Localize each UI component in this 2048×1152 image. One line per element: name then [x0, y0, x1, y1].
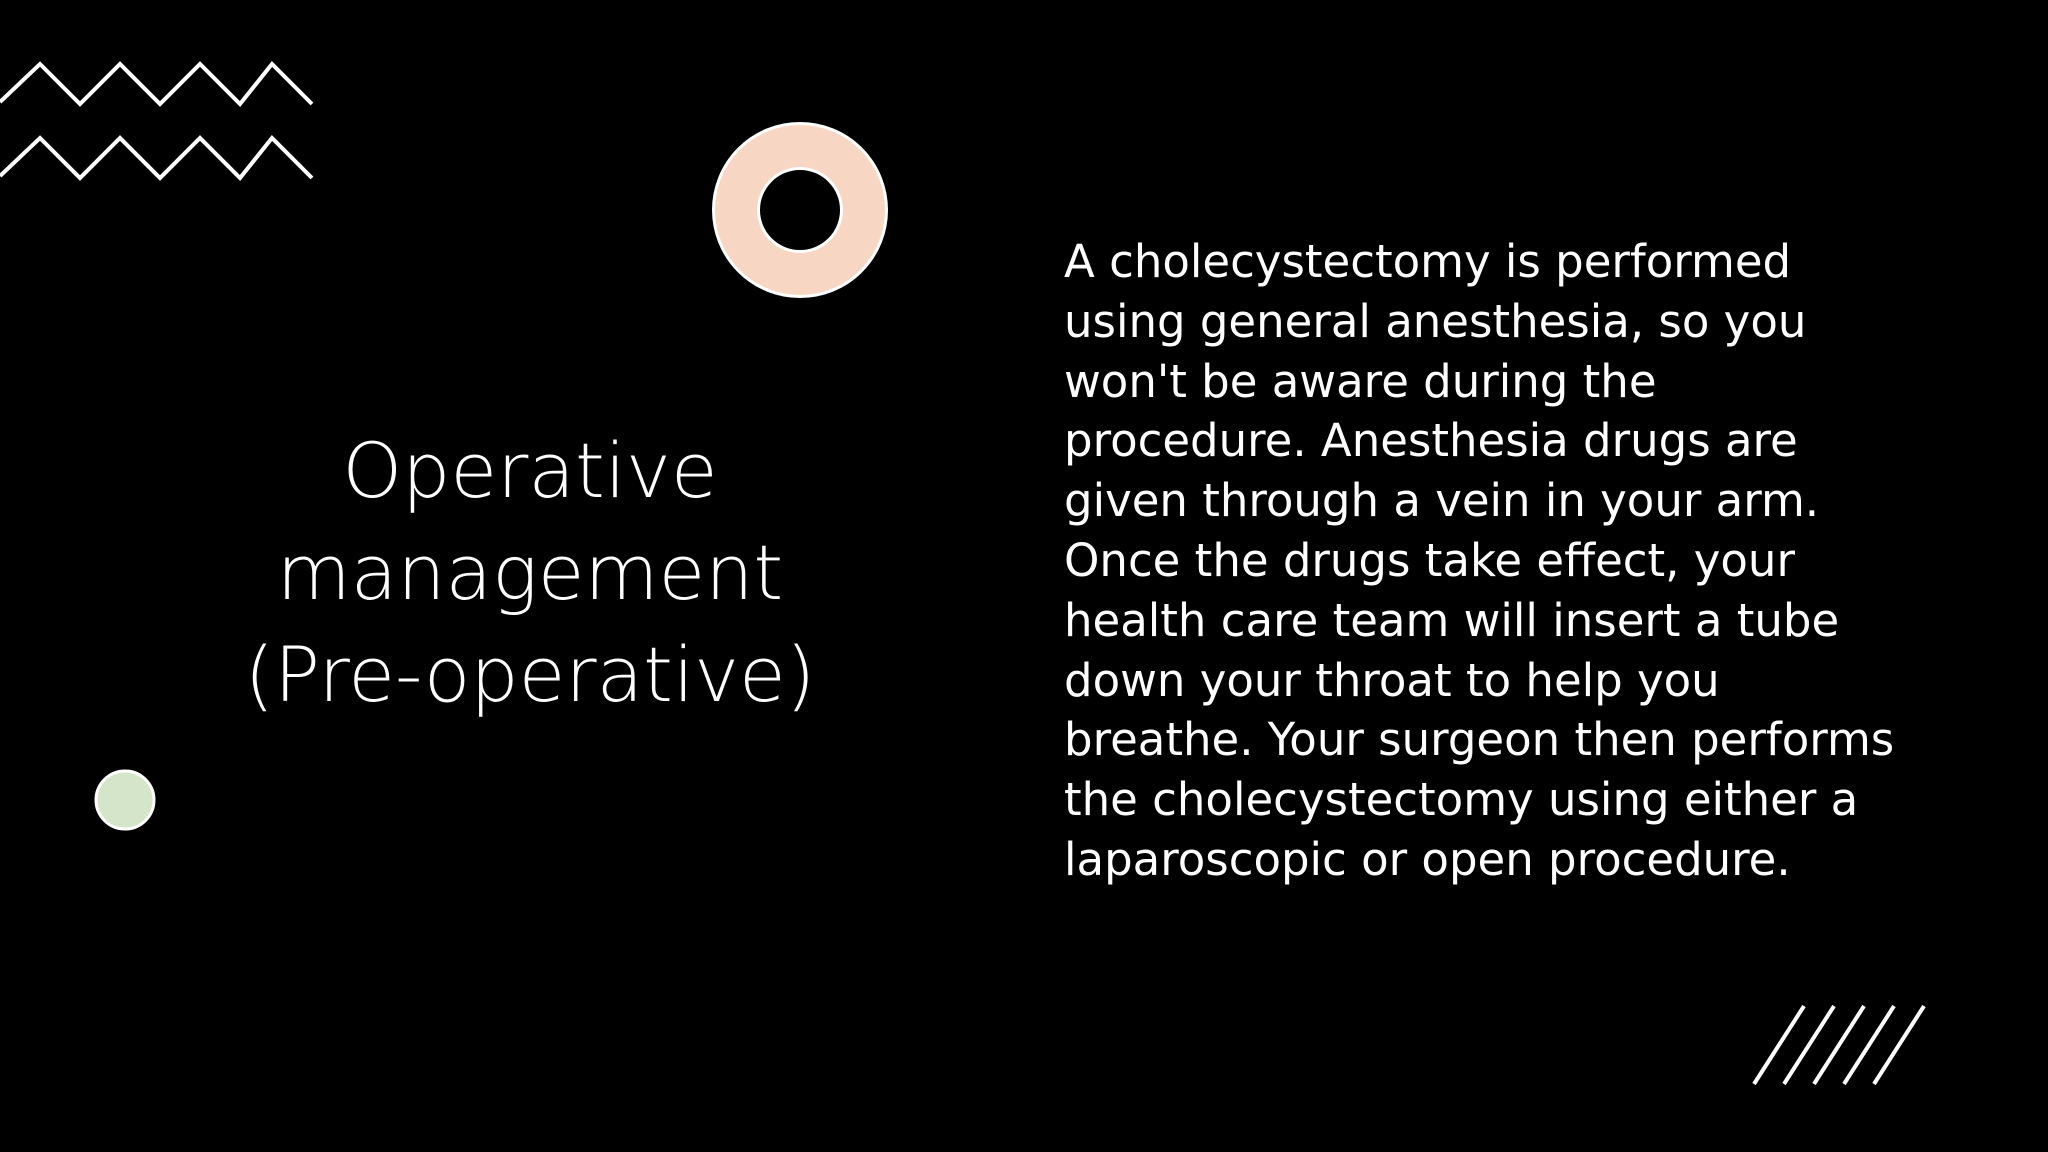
- title-line-1: Operative: [342, 426, 718, 515]
- title-line-3: (Pre-operative): [244, 630, 816, 719]
- dot-icon: [96, 771, 154, 829]
- body-line: breathe. Your surgeon then performs: [1064, 713, 1895, 767]
- body-line: A cholecystectomy is performed: [1064, 235, 1792, 288]
- body-line: Once the drugs take effect, your: [1064, 533, 1795, 587]
- ring-icon: [736, 146, 864, 274]
- slide-title: [200, 420, 860, 726]
- body-line: health care team will insert a tube: [1064, 593, 1840, 647]
- body-line: down your throat to help you: [1064, 653, 1720, 707]
- ring-fill: [736, 146, 864, 274]
- slashes-icon: [1754, 1006, 1924, 1084]
- body-line: given through a vein in your arm.: [1064, 474, 1820, 528]
- slide-body-text: [1064, 232, 1944, 890]
- body-line: the cholecystectomy using either a: [1064, 773, 1859, 827]
- zigzag-top-icon: [0, 64, 312, 104]
- zigzag-bottom-icon: [0, 138, 312, 178]
- body-line: won't be aware during the: [1064, 354, 1657, 408]
- body-line: procedure. Anesthesia drugs are: [1064, 414, 1798, 468]
- title-line-2: management: [276, 528, 784, 617]
- body-line: laparoscopic or open procedure.: [1064, 832, 1791, 886]
- body-line: using general anesthesia, so you: [1064, 294, 1807, 348]
